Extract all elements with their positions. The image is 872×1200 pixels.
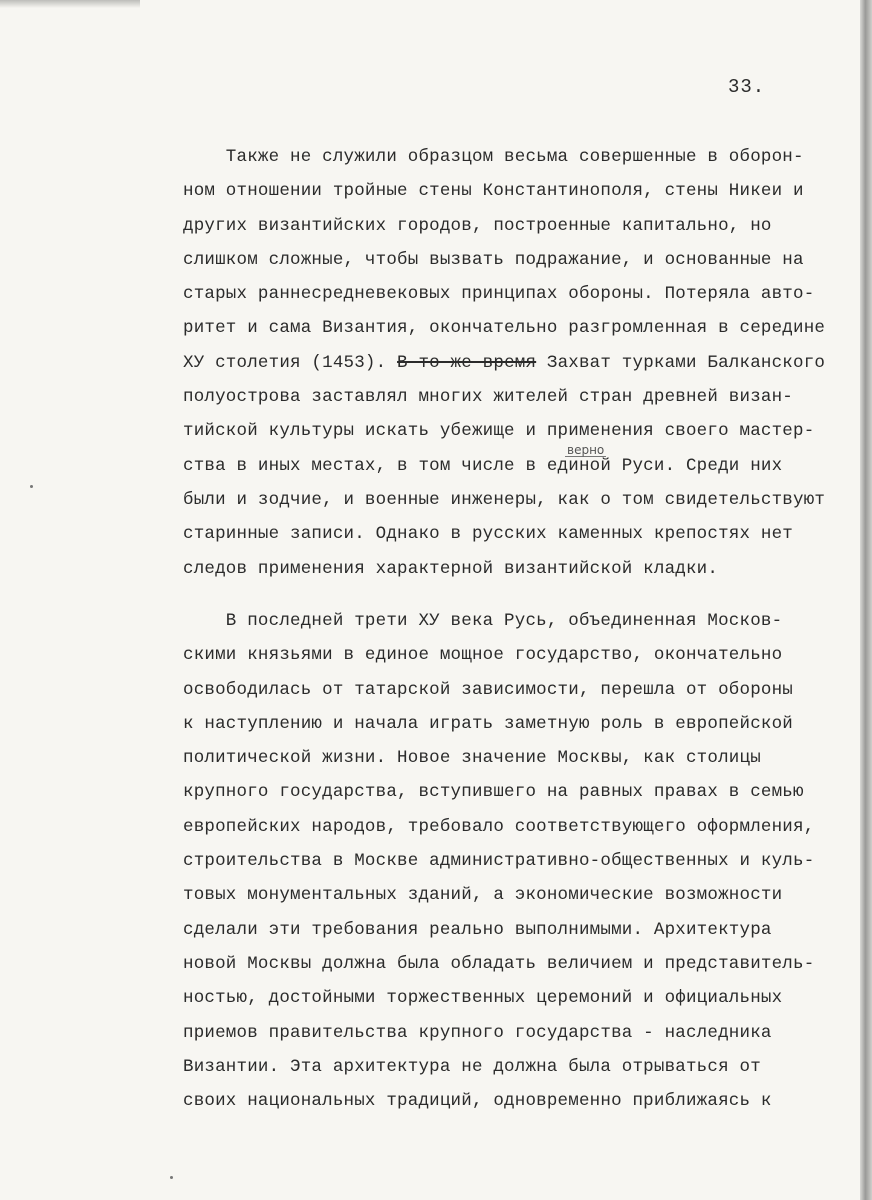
text-line: ном отношении тройные стены Константинополя, стены Никеи и: [183, 181, 804, 202]
text-line: старых раннесредневековых принципах обороны. Потеряла авто-: [183, 284, 815, 305]
text-line: слишком сложные, чтобы вызвать подражание, и основанные на: [183, 249, 804, 270]
text-segment: Захват турками Балканского: [536, 352, 826, 373]
text-line: других византийских городов, построенные капитально, но: [183, 215, 772, 236]
scan-edge-top: [0, 0, 140, 8]
text-line: ства в иных местах, в том числе в единой Руси. Среди них: [183, 455, 783, 476]
text-line: В последней трети ХУ века Русь, объединенная Москов-: [183, 611, 783, 631]
handwritten-insert: верно: [567, 443, 605, 457]
text-line: Византии. Эта архитектура не должна была отрываться от: [183, 1056, 761, 1077]
text-line: ритет и сама Византия, окончательно разгромленная в середине: [183, 318, 826, 339]
text-line: к наступлению и начала играть заметную роль в европейской: [183, 713, 793, 734]
text-line: крупного государства, вступившего на равных правах в семью: [183, 782, 804, 803]
scan-speck: [30, 485, 33, 488]
text-line: тийской культуры искать убежище и применения своего мастер-: [183, 421, 815, 442]
text-line: ностью, достойными торжественных церемоний и официальных: [183, 988, 783, 1009]
text-line: товых монументальных зданий, а экономические возможности: [183, 885, 783, 906]
scan-speck: [170, 1176, 173, 1179]
scan-edge-right: [860, 0, 872, 1200]
text-line: были и зодчие, и военные инженеры, как о том свидетельствуют: [183, 489, 826, 510]
text-line: освободилась от татарской зависимости, перешла от обороны: [183, 679, 793, 700]
text-line: новой Москвы должна была обладать величием и представитель-: [183, 953, 815, 974]
page-number: 33.: [728, 76, 766, 98]
text-line: старинные записи. Однако в русских каменных крепостях нет: [183, 524, 793, 545]
text-segment: ХУ столетия (1453).: [183, 352, 398, 373]
text-line: скими князьями в единое мощное государство, окончательно: [183, 645, 783, 666]
text-line: Также не служили образцом весьма совершенные в оборон-: [183, 147, 804, 167]
text-line: [183, 346, 826, 380]
text-line: сделали эти требования реально выполнимыми. Архитектура: [183, 919, 772, 940]
text-line: политической жизни. Новое значение Москвы, как столицы: [183, 748, 761, 769]
paragraph-2: [183, 604, 823, 1118]
text-line: следов применения характерной византийской кладки.: [183, 558, 719, 579]
paragraph-1: [183, 140, 826, 586]
text-line: полуострова заставлял многих жителей стран древней визан-: [183, 387, 793, 408]
text-line: европейских народов, требовало соответствующего оформления,: [183, 816, 815, 837]
text-line: своих национальных традиций, одновременно приближаясь к: [183, 1091, 772, 1112]
text-line: приемов правительства крупного государства - наследника: [183, 1022, 772, 1043]
text-line: строительства в Москве административно-общественных и куль-: [183, 851, 815, 872]
struck-text: В то же время: [397, 352, 537, 373]
